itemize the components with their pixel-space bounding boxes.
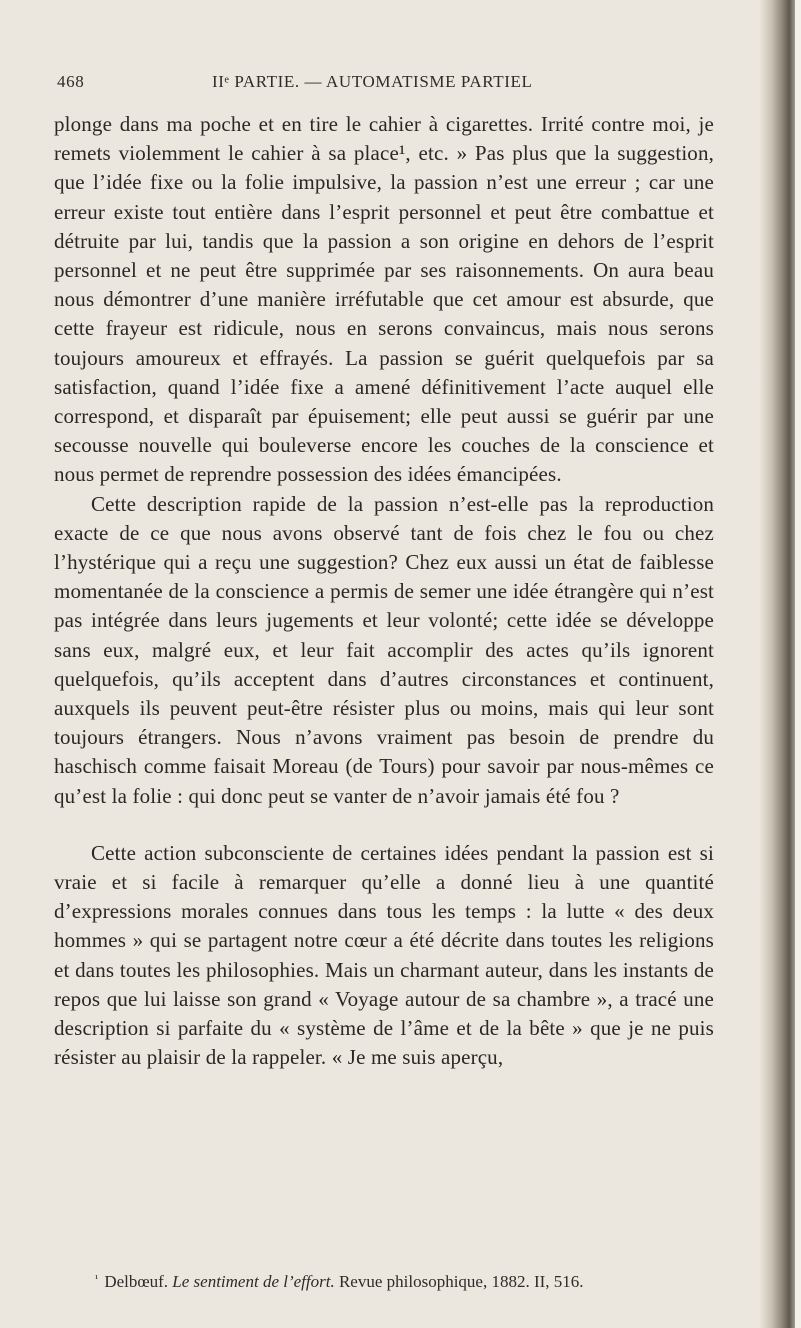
paragraph-1: plonge dans ma poche et en tire le cahier à cigarettes. Irrité contre moi, je remets violemment le cahier à sa place¹, etc. » Pas plus que la suggestion, que l’idée fixe ou la folie impulsive, la passion n’est une erreur ; car une erreur existe tout entière dans l’esprit personnel et peut être combattue et détruite par lui, tandis que la passion a son origine en dehors de l’esprit personnel et ne peut être supprimée par ses raisonnements. On aura beau nous démontrer d’une manière irréfutable que cet amour est absurde, que cette frayeur est ridicule, nous en serons convaincus, mais nous serons toujours amoureux et effrayés. La passion se guérit quelquefois par sa satisfaction, quand l’idée fixe a amené définitivement l’acte auquel elle correspond, et disparaît par épuisement; elle peut aussi se guérir par une secousse nouvelle qui bouleverse encore les couches de la conscience et nous permet de reprendre possession des idées émancipées.: [54, 112, 714, 487]
paragraph-3: Cette action subconsciente de certaines idées pendant la passion est si vraie et si facile à remarquer qu’elle a donné lieu à une quantité d’expressions morales connues dans tous les temps : la lutte « des deux hommes » qui se partagent notre cœur a été décrite dans toutes les religions et dans toutes les philosophies. Mais un charmant auteur, dans les instants de repos que lui laisse son grand « Voyage autour de sa chambre », a tracé une description si parfaite du « système de l’âme et de la bête » que je ne puis résister au plaisir de la rappeler. « Je me suis aperçu,: [54, 840, 714, 1070]
footnote-author: Delbœuf.: [104, 1272, 169, 1291]
page-number: 468: [57, 72, 85, 91]
footnote: [95, 1272, 715, 1292]
paragraph-2: Cette description rapide de la passion n’est-elle pas la reproduction exacte de ce que nous avons observé tant de fois chez le fou ou chez l’hystérique qui a reçu une suggestion? Chez eux aussi un état de faiblesse momentanée de la conscience a permis de semer une idée étrangère qui n’est pas intégrée dans leurs jugements et leur volonté; cette idée se développe sans eux, malgré eux, et leur fait accomplir des actes qu’ils ignorent quelquefois, qu’ils acceptent dans d’autres circonstances et continuent, auxquels ils peuvent peut-être résister plus ou moins, mais qui leur sont toujours étrangers. Nous n’avons vraiment pas besoin de prendre du haschisch comme faisait Moreau (de Tours) pour savoir par nous-mêmes ce qu’est la folie : qui donc peut se vanter de n’avoir jamais été fou ?: [54, 491, 714, 808]
footnote-title: Le sentiment de l’effort.: [172, 1272, 335, 1291]
page-edge-highlight: [795, 0, 801, 1328]
paragraph-gap: [54, 811, 714, 839]
footnote-mark: ¹: [95, 1273, 99, 1285]
body-text: [54, 110, 714, 1073]
footnote-reference: Revue philosophique, 1882. II, 516.: [338, 1272, 584, 1291]
page-header: [57, 72, 697, 102]
running-head: IIᵉ PARTIE. — AUTOMATISME PARTIEL: [212, 72, 533, 91]
